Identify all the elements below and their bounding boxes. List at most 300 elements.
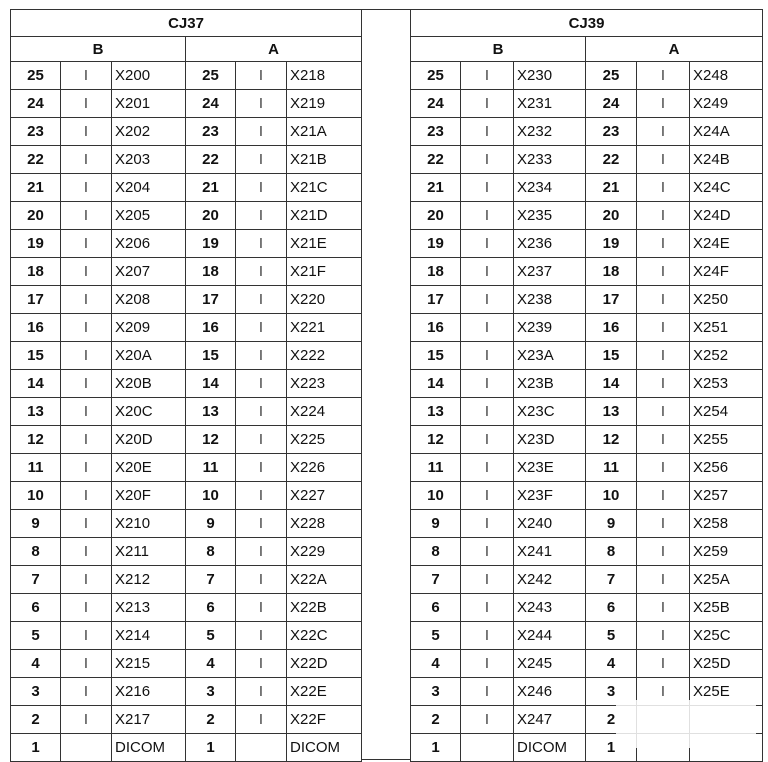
table-gap bbox=[361, 9, 410, 760]
direction-a-cell: I bbox=[637, 370, 690, 398]
table-row bbox=[411, 538, 763, 566]
direction-b-cell: I bbox=[461, 286, 514, 314]
pin-a-cell: 10 bbox=[186, 482, 236, 510]
pin-b-cell: 16 bbox=[411, 314, 461, 342]
signal-b-cell: X20A bbox=[112, 342, 186, 370]
direction-a-cell: I bbox=[236, 594, 287, 622]
table-row bbox=[11, 342, 362, 370]
direction-a-cell: I bbox=[236, 342, 287, 370]
pin-b-cell: 14 bbox=[411, 370, 461, 398]
pin-b-cell: 12 bbox=[411, 426, 461, 454]
signal-b-cell: X20E bbox=[112, 454, 186, 482]
direction-b-cell: I bbox=[61, 538, 112, 566]
signal-a-cell: X256 bbox=[690, 454, 763, 482]
pin-a-cell: 14 bbox=[586, 370, 637, 398]
signal-a-cell: X24A bbox=[690, 118, 763, 146]
direction-b-cell: I bbox=[61, 90, 112, 118]
pin-b-cell: 17 bbox=[11, 286, 61, 314]
signal-b-cell: X243 bbox=[514, 594, 586, 622]
signal-b-cell: X200 bbox=[112, 62, 186, 90]
pin-a-cell: 22 bbox=[186, 146, 236, 174]
direction-a-cell: I bbox=[637, 174, 690, 202]
pin-a-cell: 5 bbox=[186, 622, 236, 650]
direction-b-cell: I bbox=[61, 202, 112, 230]
signal-a-cell: X220 bbox=[287, 286, 362, 314]
signal-b-cell: X212 bbox=[112, 566, 186, 594]
signal-a-cell: X258 bbox=[690, 510, 763, 538]
table-row bbox=[411, 650, 763, 678]
signal-a-cell: X254 bbox=[690, 398, 763, 426]
direction-a-cell: I bbox=[637, 314, 690, 342]
table-row bbox=[11, 398, 362, 426]
direction-a-cell: I bbox=[637, 230, 690, 258]
direction-b-cell: I bbox=[461, 118, 514, 146]
signal-a-cell: X257 bbox=[690, 482, 763, 510]
direction-a-cell: I bbox=[637, 482, 690, 510]
signal-a-cell: X21E bbox=[287, 230, 362, 258]
table-row bbox=[11, 566, 362, 594]
direction-b-cell: I bbox=[61, 650, 112, 678]
direction-b-cell: I bbox=[461, 202, 514, 230]
signal-b-cell: X208 bbox=[112, 286, 186, 314]
pin-b-cell: 13 bbox=[11, 398, 61, 426]
pin-b-cell: 11 bbox=[11, 454, 61, 482]
signal-a-cell: X225 bbox=[287, 426, 362, 454]
pin-a-cell: 17 bbox=[586, 286, 637, 314]
pin-b-cell: 21 bbox=[411, 174, 461, 202]
direction-a-cell: I bbox=[637, 538, 690, 566]
signal-b-cell: X214 bbox=[112, 622, 186, 650]
pin-a-cell: 23 bbox=[586, 118, 637, 146]
direction-a-cell: I bbox=[637, 202, 690, 230]
table-row bbox=[411, 342, 763, 370]
pin-a-cell: 1 bbox=[586, 734, 637, 762]
signal-b-cell: X217 bbox=[112, 706, 186, 734]
pin-b-cell: 11 bbox=[411, 454, 461, 482]
pin-b-cell: 20 bbox=[411, 202, 461, 230]
pin-b-cell: 13 bbox=[411, 398, 461, 426]
direction-a-cell: I bbox=[637, 90, 690, 118]
pin-b-cell: 7 bbox=[411, 566, 461, 594]
table-row bbox=[11, 538, 362, 566]
signal-a-cell: X255 bbox=[690, 426, 763, 454]
connector-table-cj39 bbox=[410, 9, 763, 762]
pin-a-cell: 25 bbox=[586, 62, 637, 90]
table-row bbox=[11, 286, 362, 314]
table-row bbox=[11, 622, 362, 650]
connector-title: CJ39 bbox=[411, 10, 763, 37]
pin-b-cell: 21 bbox=[11, 174, 61, 202]
direction-a-cell: I bbox=[236, 566, 287, 594]
pin-a-cell: 13 bbox=[586, 398, 637, 426]
signal-a-cell: X259 bbox=[690, 538, 763, 566]
table-body bbox=[411, 10, 763, 762]
signal-a-cell: X21F bbox=[287, 258, 362, 286]
pin-b-cell: 4 bbox=[411, 650, 461, 678]
direction-b-cell: I bbox=[61, 62, 112, 90]
table-row bbox=[11, 706, 362, 734]
signal-b-cell: X23C bbox=[514, 398, 586, 426]
signal-a-cell: X248 bbox=[690, 62, 763, 90]
pin-a-cell: 11 bbox=[186, 454, 236, 482]
table-row bbox=[411, 174, 763, 202]
direction-b-cell: I bbox=[61, 678, 112, 706]
table-row bbox=[411, 90, 763, 118]
pin-a-cell: 2 bbox=[186, 706, 236, 734]
direction-a-cell: I bbox=[236, 622, 287, 650]
signal-b-cell: X209 bbox=[112, 314, 186, 342]
signal-b-cell: X231 bbox=[514, 90, 586, 118]
signal-b-cell: X216 bbox=[112, 678, 186, 706]
direction-b-cell: I bbox=[61, 454, 112, 482]
direction-b-cell: I bbox=[61, 482, 112, 510]
pin-b-cell: 16 bbox=[11, 314, 61, 342]
direction-b-cell: I bbox=[461, 566, 514, 594]
pin-a-cell: 7 bbox=[586, 566, 637, 594]
pin-a-cell: 4 bbox=[186, 650, 236, 678]
pin-a-cell: 15 bbox=[186, 342, 236, 370]
table-row bbox=[411, 426, 763, 454]
signal-a-cell: X227 bbox=[287, 482, 362, 510]
direction-a-cell: I bbox=[637, 594, 690, 622]
signal-b-cell: DICOM bbox=[514, 734, 586, 762]
table-row bbox=[411, 258, 763, 286]
signal-a-cell: X21D bbox=[287, 202, 362, 230]
signal-a-cell: X21A bbox=[287, 118, 362, 146]
direction-a-cell: I bbox=[637, 622, 690, 650]
direction-b-cell: I bbox=[61, 118, 112, 146]
table-row bbox=[411, 482, 763, 510]
pin-a-cell: 24 bbox=[186, 90, 236, 118]
table-row bbox=[411, 398, 763, 426]
signal-b-cell: X245 bbox=[514, 650, 586, 678]
direction-b-cell: I bbox=[61, 566, 112, 594]
pin-a-cell: 9 bbox=[586, 510, 637, 538]
signal-b-cell: X242 bbox=[514, 566, 586, 594]
signal-b-cell: X238 bbox=[514, 286, 586, 314]
pin-b-cell: 3 bbox=[411, 678, 461, 706]
signal-a-cell: X24D bbox=[690, 202, 763, 230]
table-row bbox=[411, 622, 763, 650]
pin-b-cell: 9 bbox=[11, 510, 61, 538]
pin-a-cell: 21 bbox=[586, 174, 637, 202]
connector-table-cj37 bbox=[10, 9, 362, 762]
pin-b-cell: 19 bbox=[11, 230, 61, 258]
signal-b-cell: X233 bbox=[514, 146, 586, 174]
direction-b-cell: I bbox=[61, 230, 112, 258]
direction-a-cell: I bbox=[637, 398, 690, 426]
direction-b-cell: I bbox=[461, 426, 514, 454]
direction-a-cell: I bbox=[236, 174, 287, 202]
pin-b-cell: 10 bbox=[411, 482, 461, 510]
direction-b-cell: I bbox=[61, 174, 112, 202]
signal-a-cell: X24C bbox=[690, 174, 763, 202]
table-row bbox=[11, 594, 362, 622]
direction-b-cell: I bbox=[61, 398, 112, 426]
table-body bbox=[11, 10, 362, 762]
table-row bbox=[11, 202, 362, 230]
direction-a-cell: I bbox=[637, 650, 690, 678]
pin-b-cell: 22 bbox=[411, 146, 461, 174]
signal-a-cell: X25A bbox=[690, 566, 763, 594]
group-header-a: A bbox=[586, 37, 763, 62]
direction-a-cell: I bbox=[637, 286, 690, 314]
pin-a-cell: 22 bbox=[586, 146, 637, 174]
signal-b-cell: X241 bbox=[514, 538, 586, 566]
signal-b-cell: X210 bbox=[112, 510, 186, 538]
signal-b-cell: X20B bbox=[112, 370, 186, 398]
direction-b-cell bbox=[61, 734, 112, 762]
table-row bbox=[11, 482, 362, 510]
direction-b-cell: I bbox=[461, 706, 514, 734]
pin-b-cell: 15 bbox=[411, 342, 461, 370]
signal-b-cell: X203 bbox=[112, 146, 186, 174]
group-header-b: B bbox=[11, 37, 186, 62]
direction-b-cell: I bbox=[61, 342, 112, 370]
signal-b-cell: X244 bbox=[514, 622, 586, 650]
direction-a-cell: I bbox=[236, 90, 287, 118]
signal-a-cell: X25D bbox=[690, 650, 763, 678]
pin-b-cell: 22 bbox=[11, 146, 61, 174]
pin-b-cell: 23 bbox=[11, 118, 61, 146]
signal-b-cell: X204 bbox=[112, 174, 186, 202]
signal-b-cell: X237 bbox=[514, 258, 586, 286]
direction-b-cell: I bbox=[61, 426, 112, 454]
table-row bbox=[411, 202, 763, 230]
signal-a-cell: X22B bbox=[287, 594, 362, 622]
signal-b-cell: X247 bbox=[514, 706, 586, 734]
pin-a-cell: 15 bbox=[586, 342, 637, 370]
pin-a-cell: 8 bbox=[586, 538, 637, 566]
pin-a-cell: 6 bbox=[186, 594, 236, 622]
signal-a-cell: X229 bbox=[287, 538, 362, 566]
pin-a-cell: 3 bbox=[586, 678, 637, 706]
table-row bbox=[11, 118, 362, 146]
pin-a-cell: 9 bbox=[186, 510, 236, 538]
direction-a-cell: I bbox=[236, 202, 287, 230]
signal-a-cell: X251 bbox=[690, 314, 763, 342]
direction-a-cell: I bbox=[236, 258, 287, 286]
pin-b-cell: 15 bbox=[11, 342, 61, 370]
direction-a-cell bbox=[236, 734, 287, 762]
group-header-b: B bbox=[411, 37, 586, 62]
signal-a-cell: X25E bbox=[690, 678, 763, 706]
pin-b-cell: 18 bbox=[411, 258, 461, 286]
direction-b-cell: I bbox=[461, 230, 514, 258]
pin-b-cell: 25 bbox=[11, 62, 61, 90]
signal-b-cell: X20C bbox=[112, 398, 186, 426]
direction-a-cell: I bbox=[236, 146, 287, 174]
direction-a-cell: I bbox=[236, 482, 287, 510]
pin-a-cell: 10 bbox=[586, 482, 637, 510]
direction-b-cell: I bbox=[61, 370, 112, 398]
pin-a-cell: 14 bbox=[186, 370, 236, 398]
signal-a-cell: X21B bbox=[287, 146, 362, 174]
pin-b-cell: 24 bbox=[11, 90, 61, 118]
direction-a-cell: I bbox=[236, 118, 287, 146]
signal-b-cell: X201 bbox=[112, 90, 186, 118]
pin-a-cell: 7 bbox=[186, 566, 236, 594]
direction-a-cell: I bbox=[637, 342, 690, 370]
direction-a-cell: I bbox=[236, 510, 287, 538]
signal-a-cell: X228 bbox=[287, 510, 362, 538]
pin-b-cell: 6 bbox=[411, 594, 461, 622]
pin-a-cell: 12 bbox=[186, 426, 236, 454]
pin-a-cell: 3 bbox=[186, 678, 236, 706]
direction-a-cell: I bbox=[637, 258, 690, 286]
direction-a-cell: I bbox=[637, 426, 690, 454]
direction-b-cell: I bbox=[461, 594, 514, 622]
direction-b-cell: I bbox=[61, 258, 112, 286]
signal-a-cell: X249 bbox=[690, 90, 763, 118]
signal-b-cell: X23D bbox=[514, 426, 586, 454]
signal-b-cell: X240 bbox=[514, 510, 586, 538]
direction-a-cell: I bbox=[637, 62, 690, 90]
direction-a-cell: I bbox=[236, 286, 287, 314]
direction-b-cell: I bbox=[461, 482, 514, 510]
signal-a-cell: X25C bbox=[690, 622, 763, 650]
pin-a-cell: 23 bbox=[186, 118, 236, 146]
table-row bbox=[11, 62, 362, 90]
pin-a-cell: 16 bbox=[586, 314, 637, 342]
watermark-overlay bbox=[616, 700, 756, 748]
direction-b-cell: I bbox=[61, 146, 112, 174]
table-row bbox=[411, 370, 763, 398]
direction-a-cell: I bbox=[236, 426, 287, 454]
direction-b-cell: I bbox=[61, 594, 112, 622]
signal-a-cell: X252 bbox=[690, 342, 763, 370]
signal-a-cell: X22D bbox=[287, 650, 362, 678]
direction-b-cell: I bbox=[461, 146, 514, 174]
direction-b-cell: I bbox=[461, 454, 514, 482]
pin-b-cell: 25 bbox=[411, 62, 461, 90]
signal-b-cell: X239 bbox=[514, 314, 586, 342]
direction-b-cell: I bbox=[461, 622, 514, 650]
pin-a-cell: 21 bbox=[186, 174, 236, 202]
table-row bbox=[11, 650, 362, 678]
direction-b-cell: I bbox=[461, 258, 514, 286]
pin-b-cell: 1 bbox=[411, 734, 461, 762]
direction-a-cell: I bbox=[236, 230, 287, 258]
pin-a-cell: 6 bbox=[586, 594, 637, 622]
pin-a-cell: 16 bbox=[186, 314, 236, 342]
direction-a-cell: I bbox=[637, 146, 690, 174]
direction-a-cell: I bbox=[236, 650, 287, 678]
pin-b-cell: 3 bbox=[11, 678, 61, 706]
signal-b-cell: X215 bbox=[112, 650, 186, 678]
pin-a-cell: 18 bbox=[186, 258, 236, 286]
signal-b-cell: X235 bbox=[514, 202, 586, 230]
direction-b-cell: I bbox=[61, 510, 112, 538]
pin-a-cell: 4 bbox=[586, 650, 637, 678]
pin-b-cell: 5 bbox=[11, 622, 61, 650]
signal-b-cell: DICOM bbox=[112, 734, 186, 762]
signal-b-cell: X213 bbox=[112, 594, 186, 622]
signal-b-cell: X211 bbox=[112, 538, 186, 566]
pin-a-cell: 24 bbox=[586, 90, 637, 118]
direction-a-cell: I bbox=[236, 370, 287, 398]
pin-b-cell: 10 bbox=[11, 482, 61, 510]
table-row bbox=[11, 454, 362, 482]
signal-a-cell: X24E bbox=[690, 230, 763, 258]
pin-b-cell: 12 bbox=[11, 426, 61, 454]
signal-a-cell: X253 bbox=[690, 370, 763, 398]
pin-a-cell: 20 bbox=[586, 202, 637, 230]
table-row bbox=[11, 90, 362, 118]
signal-b-cell: X246 bbox=[514, 678, 586, 706]
signal-a-cell: X223 bbox=[287, 370, 362, 398]
signal-b-cell: X23A bbox=[514, 342, 586, 370]
pin-b-cell: 7 bbox=[11, 566, 61, 594]
direction-b-cell: I bbox=[461, 90, 514, 118]
table-row bbox=[411, 118, 763, 146]
direction-a-cell: I bbox=[637, 454, 690, 482]
signal-a-cell: X22C bbox=[287, 622, 362, 650]
table-row bbox=[411, 62, 763, 90]
table-row bbox=[411, 286, 763, 314]
signal-a-cell: X221 bbox=[287, 314, 362, 342]
direction-b-cell: I bbox=[461, 678, 514, 706]
direction-b-cell: I bbox=[61, 706, 112, 734]
signal-a-cell: X22E bbox=[287, 678, 362, 706]
direction-b-cell: I bbox=[461, 370, 514, 398]
signal-a-cell: X218 bbox=[287, 62, 362, 90]
direction-b-cell: I bbox=[461, 342, 514, 370]
signal-a-cell: X224 bbox=[287, 398, 362, 426]
table-row bbox=[411, 146, 763, 174]
pin-a-cell: 20 bbox=[186, 202, 236, 230]
pin-b-cell: 8 bbox=[11, 538, 61, 566]
table-row bbox=[11, 258, 362, 286]
signal-b-cell: X20F bbox=[112, 482, 186, 510]
pin-b-cell: 18 bbox=[11, 258, 61, 286]
table-row bbox=[411, 230, 763, 258]
pin-b-cell: 9 bbox=[411, 510, 461, 538]
direction-b-cell: I bbox=[461, 538, 514, 566]
table-row bbox=[411, 454, 763, 482]
table-row bbox=[11, 146, 362, 174]
direction-a-cell: I bbox=[236, 678, 287, 706]
signal-b-cell: X232 bbox=[514, 118, 586, 146]
signal-b-cell: X207 bbox=[112, 258, 186, 286]
signal-a-cell: X22F bbox=[287, 706, 362, 734]
signal-a-cell: X24B bbox=[690, 146, 763, 174]
signal-b-cell: X202 bbox=[112, 118, 186, 146]
pin-a-cell: 19 bbox=[586, 230, 637, 258]
signal-b-cell: X230 bbox=[514, 62, 586, 90]
pin-a-cell: 17 bbox=[186, 286, 236, 314]
signal-a-cell: X250 bbox=[690, 286, 763, 314]
direction-b-cell: I bbox=[461, 174, 514, 202]
table-row bbox=[11, 174, 362, 202]
direction-a-cell: I bbox=[236, 538, 287, 566]
pin-b-cell: 1 bbox=[11, 734, 61, 762]
signal-b-cell: X205 bbox=[112, 202, 186, 230]
pin-a-cell: 8 bbox=[186, 538, 236, 566]
pin-a-cell: 18 bbox=[586, 258, 637, 286]
pin-b-cell: 14 bbox=[11, 370, 61, 398]
direction-a-cell: I bbox=[637, 678, 690, 706]
direction-b-cell bbox=[461, 734, 514, 762]
pin-b-cell: 2 bbox=[411, 706, 461, 734]
pin-b-cell: 8 bbox=[411, 538, 461, 566]
signal-a-cell: X22A bbox=[287, 566, 362, 594]
pin-b-cell: 5 bbox=[411, 622, 461, 650]
signal-b-cell: X234 bbox=[514, 174, 586, 202]
pin-a-cell: 5 bbox=[586, 622, 637, 650]
signal-a-cell: X24F bbox=[690, 258, 763, 286]
direction-a-cell: I bbox=[236, 62, 287, 90]
